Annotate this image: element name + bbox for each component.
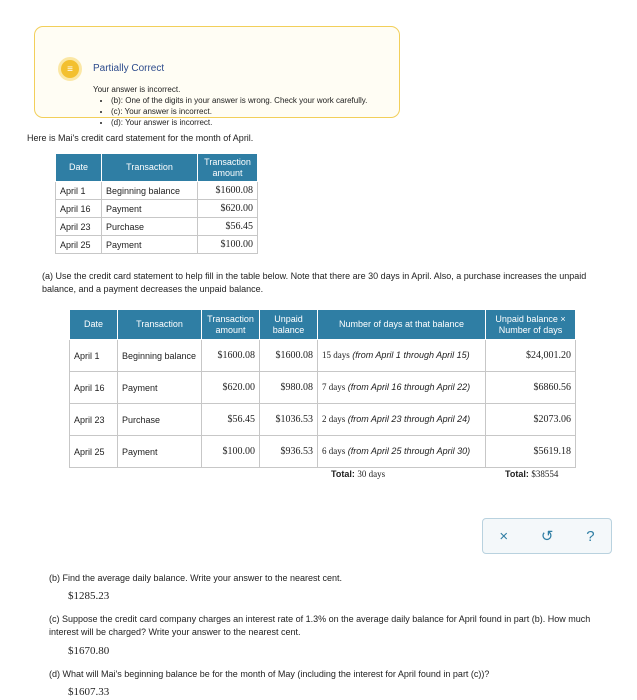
days-range: (from April 1 through April 15) <box>352 350 470 360</box>
product-input[interactable]: $5619.18 <box>486 436 576 468</box>
clear-icon[interactable]: × <box>499 527 509 545</box>
cell-transaction: Payment <box>118 436 202 468</box>
table-row <box>70 404 576 436</box>
statement-table <box>55 153 258 254</box>
days-input[interactable]: 2 days <box>322 414 346 424</box>
part-c-answer-input[interactable]: $1670.80 <box>68 645 110 657</box>
feedback-item: • (c): Your answer is incorrect. <box>111 107 367 116</box>
table-row <box>56 236 258 254</box>
product-input[interactable]: $6860.56 <box>486 372 576 404</box>
days-input[interactable]: 7 days <box>322 382 346 392</box>
col-header: Unpaid balance × Number of days <box>486 310 576 340</box>
cell-date: April 16 <box>56 200 102 218</box>
col-header: Number of days at that balance <box>318 310 486 340</box>
days-cell <box>318 372 486 404</box>
total-product-input[interactable]: $38554 <box>531 469 559 479</box>
balance-input[interactable]: $1036.53 <box>260 404 318 436</box>
feedback-item: • (d): Your answer is incorrect. <box>111 118 367 127</box>
balance-input[interactable]: $980.08 <box>260 372 318 404</box>
days-input[interactable]: 6 days <box>322 446 346 456</box>
feedback-box <box>34 26 400 127</box>
days-cell <box>318 436 486 468</box>
cell-amount: $1600.08 <box>198 182 258 200</box>
feedback-body <box>93 85 367 129</box>
cell-transaction: Purchase <box>118 404 202 436</box>
part-d-question: (d) What will Mai's beginning balance be for the month of May (including the interest for April found in part (c))? <box>49 669 490 679</box>
cell-date: April 1 <box>70 340 118 372</box>
cell-date: April 23 <box>56 218 102 236</box>
part-c-question: (c) Suppose the credit card company charges an interest rate of 1.3% on the average daily balance for April found in part (b). How much interest will be charged? Write your answer to the nearest cent. <box>49 614 591 637</box>
col-header: Transaction amount <box>202 310 260 340</box>
feedback-heading: Your answer is incorrect. <box>93 85 181 94</box>
cell-transaction: Beginning balance <box>118 340 202 372</box>
cell-amount: $56.45 <box>202 404 260 436</box>
part-b-answer-input[interactable]: $1285.23 <box>68 590 110 602</box>
cell-date: April 25 <box>56 236 102 254</box>
undo-icon[interactable]: ↺ <box>540 528 554 545</box>
total-days-input[interactable]: 30 days <box>357 469 386 479</box>
comment-icon: ≡ <box>58 57 82 81</box>
cell-transaction: Payment <box>102 200 198 218</box>
total-product <box>505 469 558 479</box>
cell-date: April 1 <box>56 182 102 200</box>
product-input[interactable]: $24,001.20 <box>486 340 576 372</box>
cell-date: April 25 <box>70 436 118 468</box>
balance-input[interactable]: $1600.08 <box>260 340 318 372</box>
days-cell <box>318 340 486 372</box>
days-cell <box>318 404 486 436</box>
cell-date: April 23 <box>70 404 118 436</box>
col-header: Transaction amount <box>198 154 258 182</box>
table-row <box>70 340 576 372</box>
cell-amount: $620.00 <box>198 200 258 218</box>
balance-table <box>69 309 576 468</box>
part-a-instructions: (a) Use the credit card statement to help fill in the table below. Note that there are 30 days in April. Also, a purchase increases the unpaid balance, and a payment decreases the unpaid balance. <box>42 271 587 294</box>
cell-date: April 16 <box>70 372 118 404</box>
cell-amount: $1600.08 <box>202 340 260 372</box>
cell-amount: $100.00 <box>198 236 258 254</box>
total-days <box>331 469 385 479</box>
table-row <box>70 436 576 468</box>
col-header: Date <box>70 310 118 340</box>
total-product-label: Total: <box>505 469 529 479</box>
col-header: Date <box>56 154 102 182</box>
cell-transaction: Beginning balance <box>102 182 198 200</box>
days-range: (from April 23 through April 24) <box>347 414 471 424</box>
days-range: (from April 25 through April 30) <box>347 446 471 456</box>
table-row <box>56 182 258 200</box>
cell-amount: $100.00 <box>202 436 260 468</box>
cell-transaction: Purchase <box>102 218 198 236</box>
feedback-item: • (b): One of the digits in your answer is wrong. Check your work carefully. <box>111 96 367 105</box>
table-row <box>70 372 576 404</box>
cell-transaction: Payment <box>102 236 198 254</box>
days-range: (from April 16 through April 22) <box>347 382 471 392</box>
answer-toolbar <box>482 518 612 554</box>
balance-input[interactable]: $936.53 <box>260 436 318 468</box>
col-header: Transaction <box>118 310 202 340</box>
cell-amount: $620.00 <box>202 372 260 404</box>
col-header: Transaction <box>102 154 198 182</box>
part-d-answer-input[interactable]: $1607.33 <box>68 686 110 698</box>
total-days-label: Total: <box>331 469 355 479</box>
table-row <box>56 218 258 236</box>
help-icon[interactable]: ? <box>586 527 595 545</box>
part-b-question: (b) Find the average daily balance. Write your answer to the nearest cent. <box>49 573 342 583</box>
product-input[interactable]: $2073.06 <box>486 404 576 436</box>
intro-text: Here is Mai's credit card statement for the month of April. <box>27 133 254 143</box>
days-input[interactable]: 15 days <box>322 350 350 360</box>
cell-transaction: Payment <box>118 372 202 404</box>
feedback-title: Partially Correct <box>93 63 165 74</box>
table-row <box>56 200 258 218</box>
cell-amount: $56.45 <box>198 218 258 236</box>
col-header: Unpaid balance <box>260 310 318 340</box>
